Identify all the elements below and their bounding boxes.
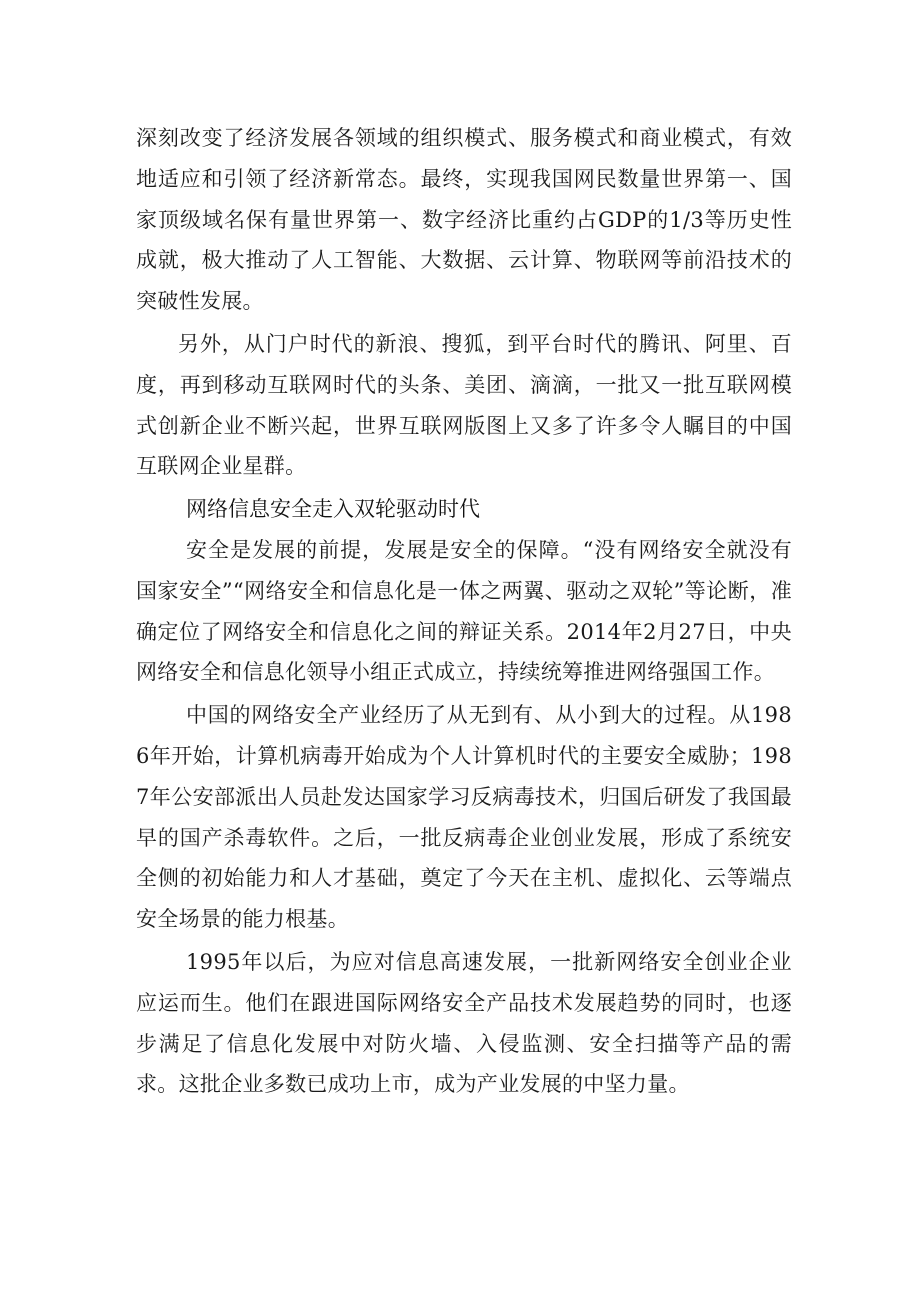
document-page [136,118,792,1105]
paragraph-security-development: 安全是发展的前提，发展是安全的保障。“没有网络安全就没有国家安全”“网络安全和信息化是一体之两翼、驱动之双轮”等论断，准确定位了网络安全和信息化之间的辩证关系。2014年2月27日，中央网络安全和信息化领导小组正式成立，持续统筹推进网络强国工作。 [136,537,792,685]
section-heading: 网络信息安全走入双轮驱动时代 [186,497,480,522]
paragraph-internet-companies: 另外，从门户时代的新浪、搜狐，到平台时代的腾讯、阿里、百度，再到移动互联网时代的头条、美团、滴滴，一批又一批互联网模式创新企业不断兴起，世界互联网版图上又多了许多令人瞩目的中国互联网企业星群。 [136,331,792,479]
paragraph-continuation: 深刻改变了经济发展各领域的组织模式、服务模式和商业模式，有效地适应和引领了经济新常态。最终，实现我国网民数量世界第一、国家顶级域名保有量世界第一、数字经济比重约占GDP的1/3等历史性成就，极大推动了人工智能、大数据、云计算、物联网等前沿技术的突破性发展。 [136,126,792,314]
paragraph-security-industry-history: 中国的网络安全产业经历了从无到有、从小到大的过程。从1986年开始，计算机病毒开始成为个人计算机时代的主要安全威胁；1987年公安部派出人员赴发达国家学习反病毒技术，归国后研发了我国最早的国产杀毒软件。之后，一批反病毒企业创业发展，形成了系统安全侧的初始能力和人才基础，奠定了今天在主机、虚拟化、云等端点安全场景的能力根基。 [136,703,792,932]
paragraph-1995-startups: 1995年以后，为应对信息高速发展，一批新网络安全创业企业应运而生。他们在跟进国际网络安全产品技术发展趋势的同时，也逐步满足了信息化发展中对防火墙、入侵监测、安全扫描等产品的需求。这批企业多数已成功上市，成为产业发展的中坚力量。 [136,949,792,1097]
